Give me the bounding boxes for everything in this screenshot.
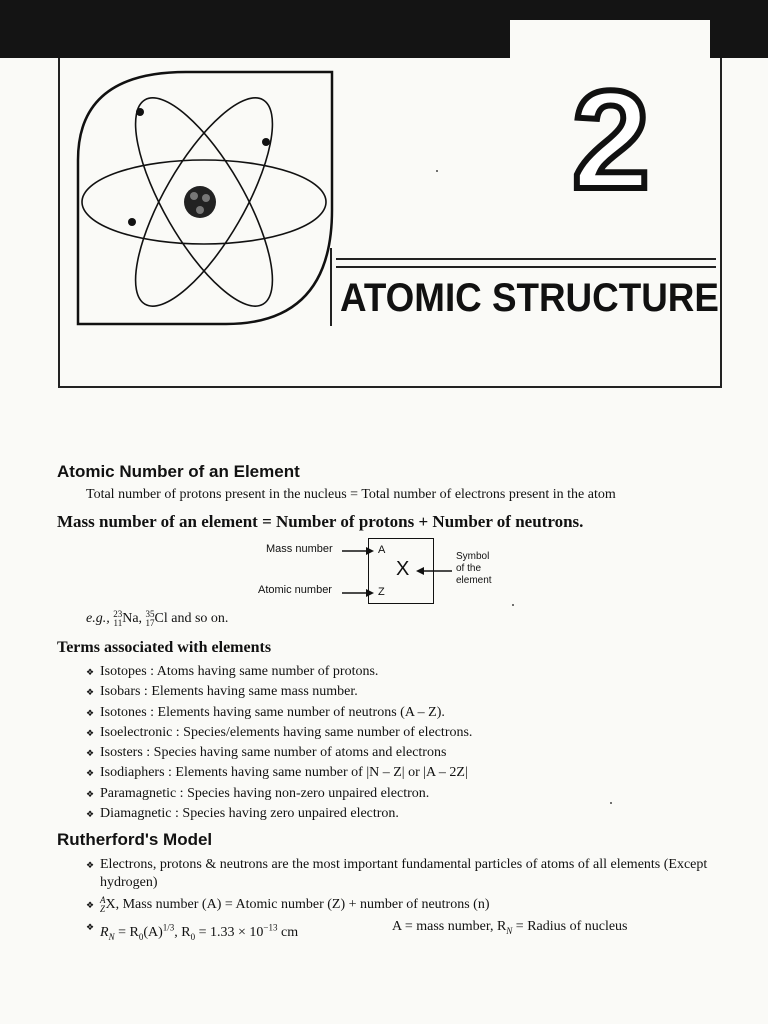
header-band-notch xyxy=(510,20,710,60)
box-symbol-x: X xyxy=(396,558,410,580)
mass-number-formula: X, Mass number (A) = Atomic number (Z) + number of neutrons (n) xyxy=(105,897,490,913)
chapter-number: 2 xyxy=(572,61,646,218)
term-isotones: ❖ Isotones : Elements having same number of neutrons (A – Z). xyxy=(86,703,472,723)
cl-nuclide-numbers xyxy=(146,610,155,628)
symbol-arrow xyxy=(416,566,452,576)
radius-equals: = R xyxy=(114,924,139,940)
rutherford-item-particles: ❖ Electrons, protons & neutrons are the most important fundamental particles of atoms of all elements (Except hydrogen) xyxy=(86,856,726,892)
term-isoelectronic: ❖ Isoelectronic : Species/elements having same number of electrons. xyxy=(86,723,472,743)
example-prefix: e.g., xyxy=(86,611,110,627)
radius-legend-a: A = mass number, R xyxy=(392,919,507,935)
term-paramagnetic: ❖ Paramagnetic : Species having non-zero unpaired electron. xyxy=(86,784,472,804)
atomic-number-label: Atomic number xyxy=(258,584,332,596)
radius-sub-n: N xyxy=(108,931,115,942)
chapter-title-separator xyxy=(330,248,332,326)
symbol-label-line1: Symbol xyxy=(456,551,490,562)
cl-atomic-number: 17 xyxy=(145,618,155,628)
speck xyxy=(512,604,514,606)
na-symbol: Na, xyxy=(122,611,143,627)
box-label-a: A xyxy=(378,544,386,556)
radius-legend-b: = Radius of nucleus xyxy=(512,919,628,935)
section-heading-atomic-number: Atomic Number of an Element xyxy=(57,462,300,481)
atomic-number-definition: Total number of protons present in the nucleus = Total number of electrons present in the atom xyxy=(86,487,616,502)
radius-r0-sub: 0 xyxy=(190,931,196,942)
atom-illustration xyxy=(76,70,334,326)
mass-number-heading: Mass number of an element = Number of protons + Number of neutrons. xyxy=(57,512,584,531)
chapter-title-rule xyxy=(336,258,716,268)
term-isosters: ❖ Isosters : Species having same number of atoms and electrons xyxy=(86,743,472,763)
symbol-label-line2: of the xyxy=(456,563,482,574)
speck xyxy=(436,170,438,172)
term-isotopes: ❖ Isotopes : Atoms having same number of protons. xyxy=(86,662,472,682)
radius-value: = 1.33 × 10 xyxy=(195,924,264,940)
cl-mass-number: 35 xyxy=(145,609,155,619)
terms-heading: Terms associated with elements xyxy=(57,639,272,656)
rutherford-item-mass-number xyxy=(86,896,726,914)
box-label-z: Z xyxy=(378,586,385,598)
radius-sub-0: 0 xyxy=(138,931,144,942)
cl-symbol-text: Cl and so on. xyxy=(154,611,229,627)
nuclide-sup-a: A xyxy=(100,895,106,905)
terms-list xyxy=(86,662,472,824)
na-nuclide-numbers xyxy=(113,610,122,628)
radius-unit: cm xyxy=(277,924,299,940)
nuclide-example xyxy=(86,610,228,628)
rutherford-item-radius xyxy=(86,918,726,945)
radius-exponent: 1/3 xyxy=(162,922,175,933)
mass-number-label: Mass number xyxy=(266,543,333,555)
na-mass-number: 23 xyxy=(113,609,123,619)
radius-r0: , R xyxy=(174,924,191,940)
chapter-title: ATOMIC STRUCTURE xyxy=(340,276,719,320)
rutherford-list xyxy=(86,856,726,950)
na-atomic-number: 11 xyxy=(113,618,123,628)
speck xyxy=(610,802,612,804)
radius-legend-sub: N xyxy=(506,926,513,937)
radius-legend xyxy=(392,918,628,940)
radius-symbol: R xyxy=(100,924,109,940)
radius-value-exponent: −13 xyxy=(263,922,278,933)
radius-a: (A) xyxy=(143,924,163,940)
radius-formula xyxy=(100,922,299,942)
rutherford-heading: Rutherford's Model xyxy=(57,830,213,849)
term-isodiaphers: ❖ Isodiaphers : Elements having same number of |N – Z| or |A – 2Z| xyxy=(86,763,472,783)
nuclide-sub-z: Z xyxy=(100,904,106,914)
term-isobars: ❖ Isobars : Elements having same mass number. xyxy=(86,682,472,702)
term-diamagnetic: ❖ Diamagnetic : Species having zero unpaired electron. xyxy=(86,804,472,824)
nuclide-notation-diagram xyxy=(248,536,518,606)
symbol-label-line3: element xyxy=(456,575,492,586)
